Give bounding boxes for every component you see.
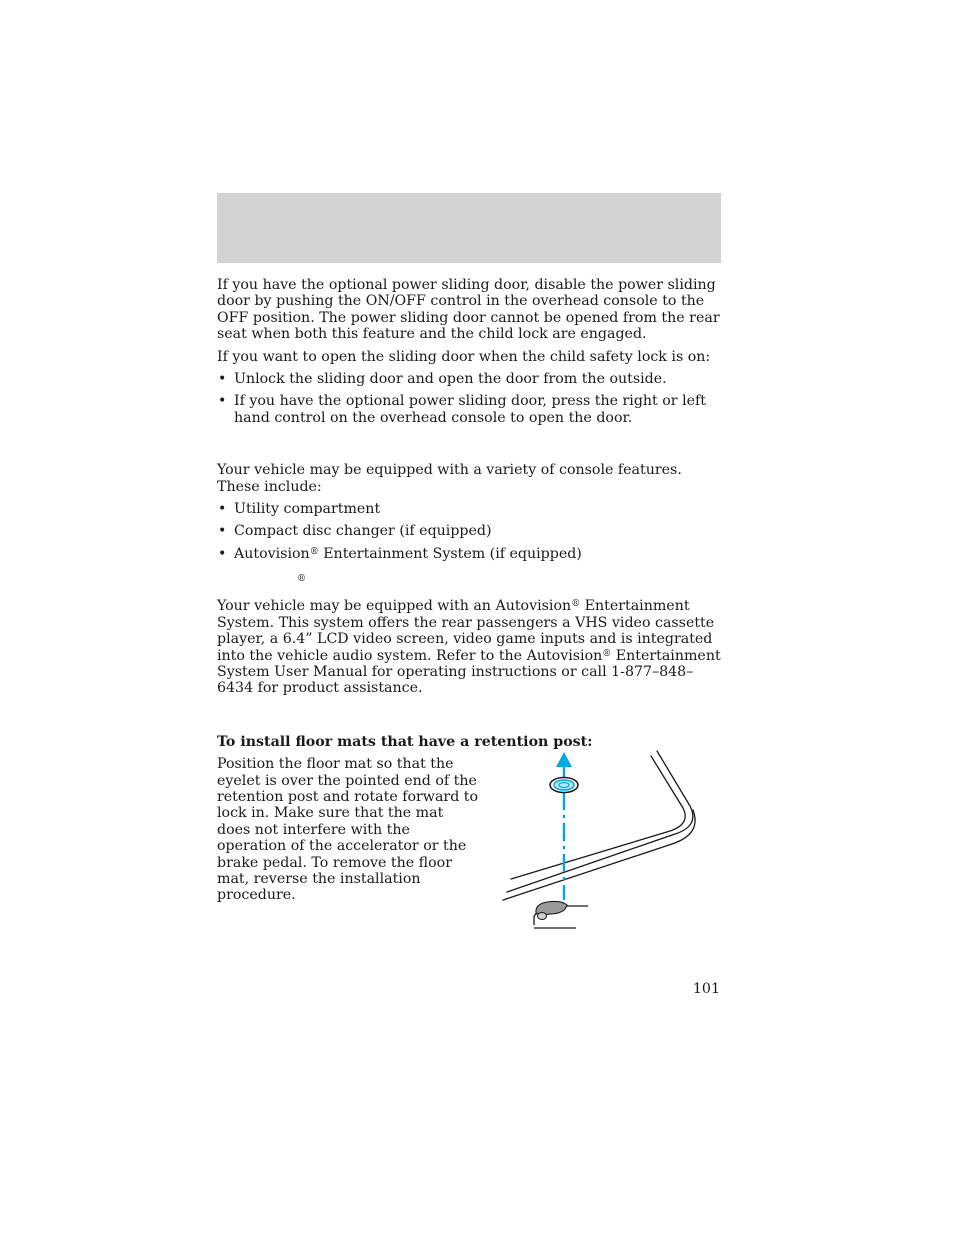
child-lock-paragraph: If you have the optional power sliding door, disable the power sliding door by pushing the ON/OFF control in the overhead console to the OFF position. The power sliding door cannot be opened from the rear seat when both this feature and the child lock are engaged. [217,277,720,343]
list-item-text: Entertainment System (if equipped) [318,545,582,562]
floor-mat-outline [503,751,695,900]
floor-mat-instructions: Position the floor mat so that the eyelet is over the pointed end of the retention post and rotate forward to lock in. Make sure that the mat does not interfere with the operation of the accelerator or the brake pedal. To remove the floor mat, reverse the installation procedure. [217,756,479,904]
page-content [217,277,723,956]
floor-mat-heading: To install floor mats that have a retention post: [217,733,593,750]
eyelet-icon [550,778,578,793]
registered-mark: ® [309,546,319,557]
autovision-text: Your vehicle may be equipped with an Autovision [217,598,572,615]
autovision-paragraph [217,598,723,696]
list-item-text: Autovision [234,545,310,562]
autovision-text: Entertainment System User Manual for operating instructions or call 1-877–848–6434 for product assistance. [217,647,721,697]
registered-mark: ® [602,648,612,659]
floor-mat-retention-diagram [497,748,697,938]
child-lock-bullet-list [217,371,723,426]
list-item: • Compact disc changer (if equipped) [217,523,723,539]
section-header-band [217,193,721,263]
retention-post-icon [534,902,588,929]
list-item: • Utility compartment [217,501,723,517]
child-lock-instructions-intro: If you want to open the sliding door when the child safety lock is on: [217,348,711,365]
list-item: • Unlock the sliding door and open the door from the outside. [217,371,723,387]
subheading-registered-mark: ® [297,574,306,585]
list-item: • If you have the optional power sliding door, press the right or left hand control on the overhead console to open the door. [217,393,723,426]
console-intro-paragraph: Your vehicle may be equipped with a variety of console features. These include: [217,462,682,495]
registered-mark: ® [571,599,581,610]
console-feature-list [217,501,723,562]
page-number: 101 [692,981,720,997]
floor-mat-section [217,756,723,956]
autovision-text: Entertainment System. This system offers the rear passengers a VHS video cassette player, a 6.4” LCD video screen, video game inputs and is integrated into the vehicle audio system. Refer to the Autovision [217,598,715,664]
list-item [217,546,723,562]
